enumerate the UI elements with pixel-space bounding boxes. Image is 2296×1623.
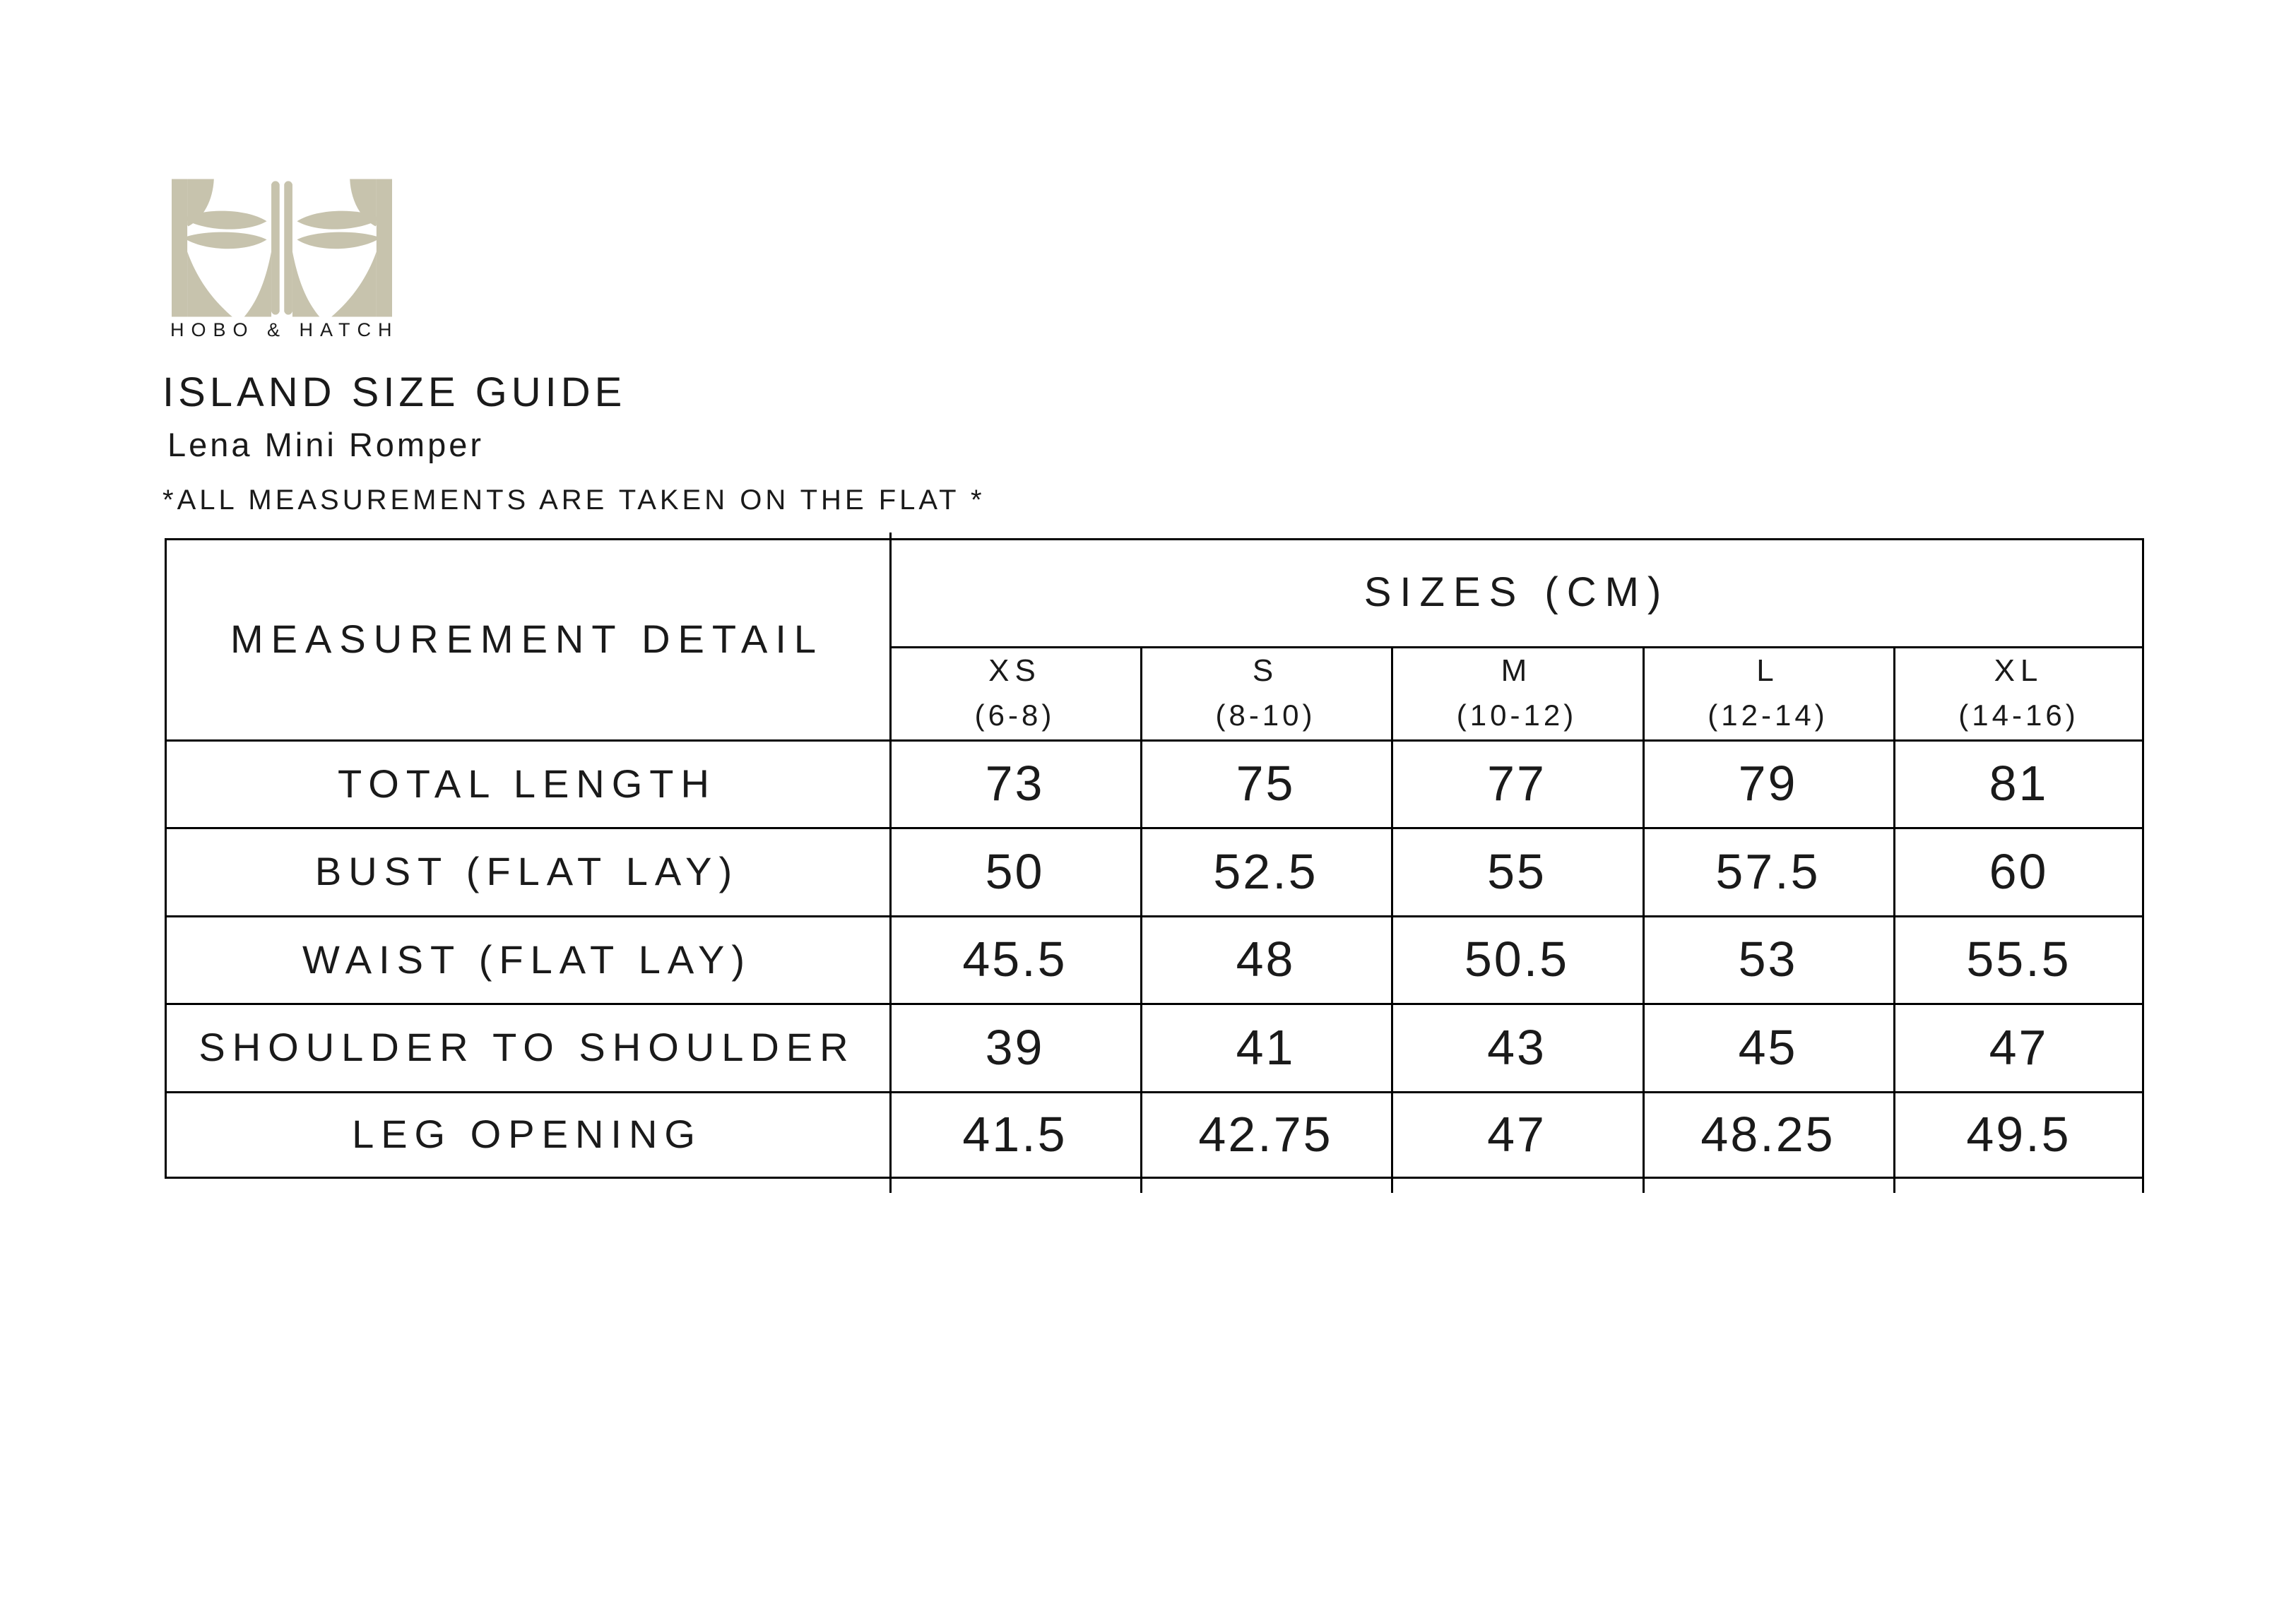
table-cell-value: 39: [985, 1019, 1045, 1075]
table-cell-value: 49.5: [1966, 1106, 2071, 1162]
size-label: M: [1501, 653, 1533, 688]
table-line: [1140, 646, 1142, 1193]
product-name: Lena Mini Romper: [167, 426, 485, 463]
table-cell-value: 50.5: [1464, 932, 1570, 987]
table-cell-value: 55.5: [1966, 932, 2071, 987]
table-cell-value: 41: [1236, 1019, 1296, 1075]
table-border-top: [165, 538, 2144, 540]
table-line: [165, 1003, 2144, 1005]
size-range: (8-10): [1215, 698, 1316, 732]
table-cell-value: 77: [1487, 756, 1546, 811]
table-line: [165, 1091, 2144, 1093]
table-line: [1643, 646, 1645, 1193]
size-label: L: [1756, 653, 1780, 688]
table-cell-value: 50: [985, 843, 1045, 899]
table-line: [889, 646, 2144, 648]
table-cell-value: 45.5: [962, 932, 1067, 987]
size-label: S: [1252, 653, 1279, 688]
size-range: (12-14): [1708, 698, 1828, 732]
size-range: (10-12): [1456, 698, 1578, 732]
table-line: [1391, 646, 1393, 1193]
table-cell-value: 55: [1487, 843, 1546, 899]
table-border-bottom: [165, 1177, 2144, 1179]
size-label: XS: [988, 653, 1041, 688]
brand-name: HOBO & HATCH: [170, 319, 399, 340]
table-cell-value: 48.25: [1700, 1106, 1835, 1162]
row-label-shoulder: SHOULDER TO SHOULDER: [199, 1025, 856, 1069]
table-cell-value: 57.5: [1715, 843, 1821, 899]
table-cell-value: 42.75: [1198, 1106, 1333, 1162]
logo-h-left: [172, 179, 280, 317]
col-header-s: [1140, 646, 1391, 739]
col-header-xl: [1893, 646, 2144, 739]
row-label-bust: BUST (FLAT LAY): [314, 849, 740, 893]
table-cell-value: 47: [1487, 1106, 1546, 1162]
table-line: [165, 915, 2144, 917]
size-label: XL: [1994, 653, 2044, 688]
logo-h-right: [284, 179, 392, 317]
size-table: [165, 538, 2144, 1179]
table-cell-value: 45: [1738, 1019, 1798, 1075]
table-border-right: [2142, 538, 2144, 1193]
col-header-xs: [889, 646, 1140, 739]
table-cell-value: 75: [1236, 756, 1296, 811]
table-cell-value: 60: [1989, 843, 2049, 899]
measurement-detail-header: MEASUREMENT DETAIL: [230, 617, 824, 661]
table-cell-value: 79: [1738, 756, 1798, 811]
table-line: [165, 827, 2144, 829]
table-line: [165, 739, 2144, 742]
size-range: (6-8): [974, 698, 1055, 732]
measurement-note: *ALL MEASUREMENTS ARE TAKEN ON THE FLAT *: [162, 484, 986, 516]
col-header-m: [1391, 646, 1643, 739]
table-cell-value: 52.5: [1213, 843, 1318, 899]
table-cell-value: 48: [1236, 932, 1296, 987]
page-title: ISLAND SIZE GUIDE: [162, 369, 627, 415]
table-cell-value: 43: [1487, 1019, 1546, 1075]
row-label-leg-opening: LEG OPENING: [352, 1112, 702, 1156]
row-label-total-length: TOTAL LENGTH: [338, 761, 716, 806]
sizes-cm-header: SIZES (CM): [1363, 569, 1670, 615]
table-line: [1893, 646, 1895, 1193]
table-cell-value: 41.5: [962, 1106, 1067, 1162]
size-range: (14-16): [1958, 698, 2079, 732]
table-cell-value: 81: [1989, 756, 2049, 811]
table-line: [889, 533, 892, 1193]
row-label-waist: WAIST (FLAT LAY): [302, 937, 752, 982]
table-cell-value: 47: [1989, 1019, 2049, 1075]
table-cell-value: 73: [985, 756, 1045, 811]
col-header-l: [1643, 646, 1893, 739]
table-border-left: [165, 538, 167, 1179]
hobo-hatch-logo-icon: [172, 178, 392, 318]
table-cell-value: 53: [1738, 932, 1798, 987]
